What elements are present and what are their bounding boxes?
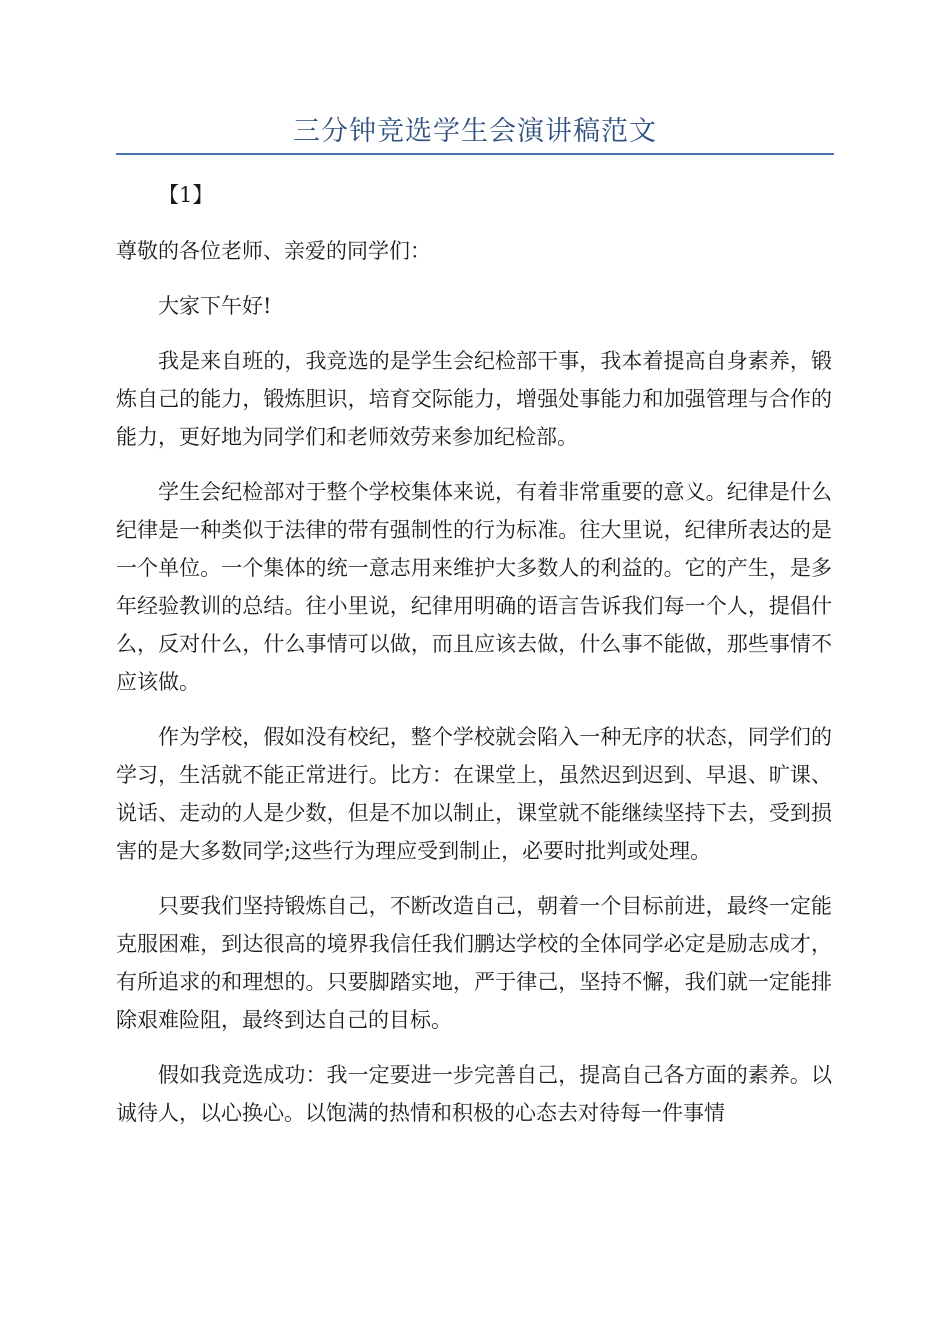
paragraph-greeting: 大家下午好! xyxy=(158,294,272,318)
document-title: 三分钟竞选学生会演讲稿范文 xyxy=(293,116,657,147)
paragraph-perseverance: 只要我们坚持锻炼自己，不断改造自己，朝着一个目标前进，最终一定能克服困难，到达很高的境界我信任我们鹏达学校的全体同学必定是励志成才，有所追求的和理想的。只要脚踏实地，严于律己，坚持不懈，我们就一定能排除艰难险阻，最终到达自己的目标。 xyxy=(116,894,832,1032)
paragraph-if-elected: 假如我竞选成功：我一定要进一步完善自己，提高自己各方面的素养。以诚待人，以心换心。以饱满的热情和积极的心态去对待每一件事情 xyxy=(116,1063,832,1125)
paragraph-intro: 我是来自班的，我竞选的是学生会纪检部干事，我本着提高自身素养，锻炼自己的能力，锻炼胆识，培育交际能力，增强处事能力和加强管理与合作的能力，更好地为同学们和老师效劳来参加纪检部。 xyxy=(116,349,832,449)
paragraph-discipline-meaning: 学生会纪检部对于整个学校集体来说，有着非常重要的意义。纪律是什么纪律是一种类似于法律的带有强制性的行为标准。往大里说，纪律所表达的是一个单位。一个集体的统一意志用来维护大多数人的利益的。它的产生，是多年经验教训的总结。往小里说，纪律用明确的语言告诉我们每一个人，提倡什么，反对什么，什么事情可以做，而且应该去做，什么事不能做，那些事情不应该做。 xyxy=(116,480,832,694)
paragraph-school-order: 作为学校，假如没有校纪，整个学校就会陷入一种无序的状态，同学们的学习，生活就不能正常进行。比方：在课堂上，虽然迟到迟到、早退、旷课、说话、走动的人是少数，但是不加以制止，课堂就不能继续坚持下去，受到损害的是大多数同学;这些行为理应受到制止，必要时批判或处理。 xyxy=(116,725,832,863)
salutation: 尊敬的各位老师、亲爱的同学们： xyxy=(116,239,431,263)
document-body xyxy=(116,176,832,1149)
title-underline xyxy=(116,153,834,155)
section-marker: 【1】 xyxy=(158,183,214,207)
